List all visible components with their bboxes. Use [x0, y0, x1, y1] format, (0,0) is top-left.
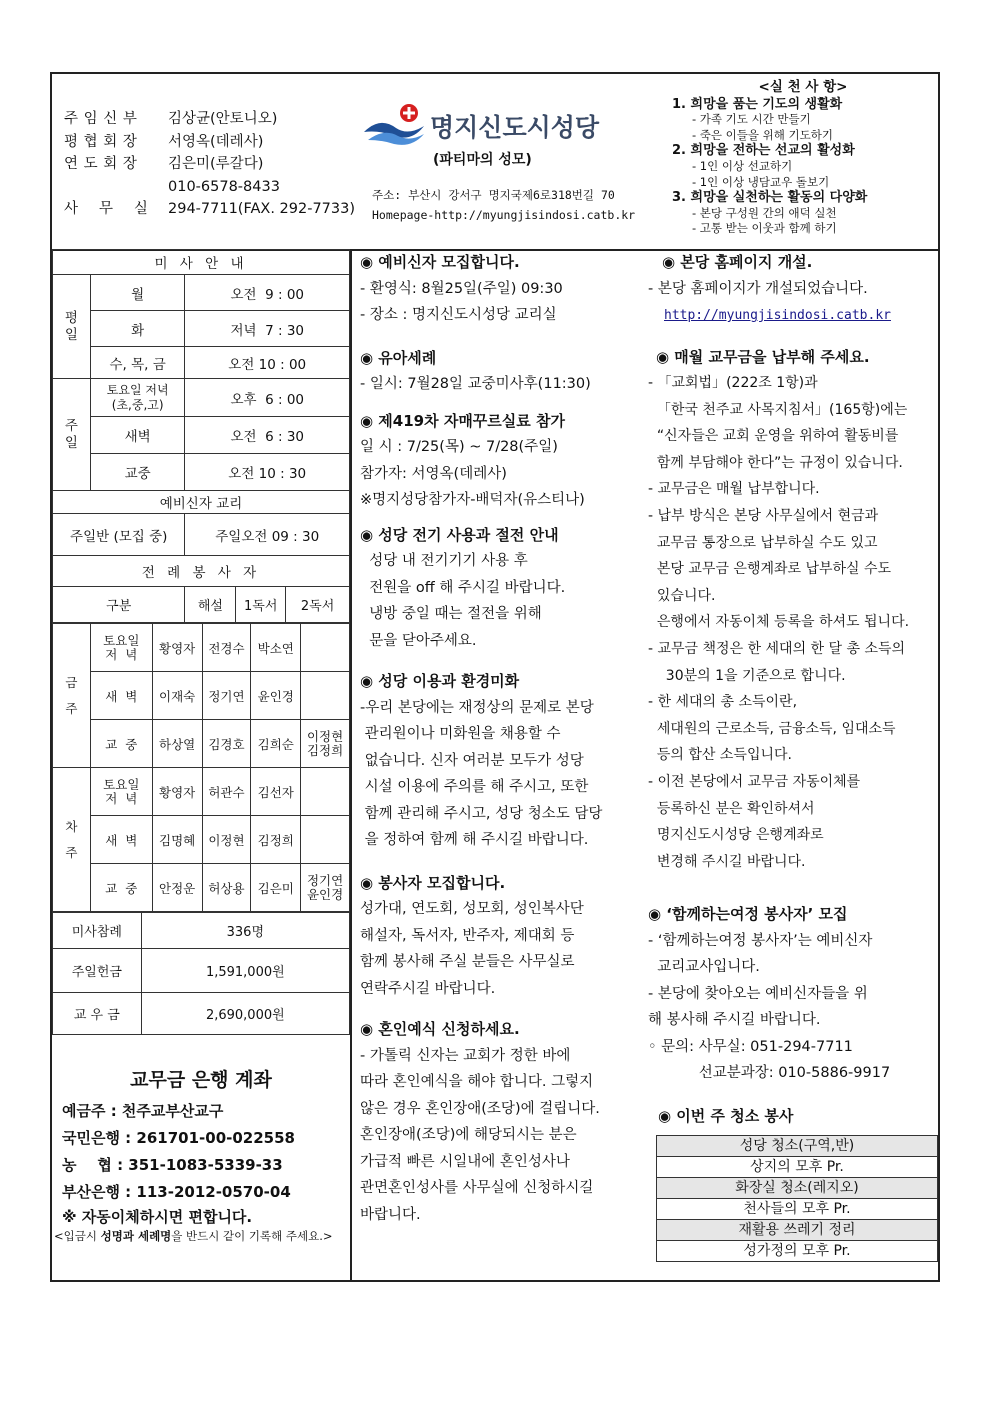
notice-line: 함께 관리해 주시고, 성당 청소도 담당: [360, 805, 603, 822]
left-column: [52, 249, 352, 1280]
church-address: [372, 185, 635, 225]
stat-label: 주일헌금: [53, 949, 142, 993]
staff-list: [64, 108, 355, 221]
minister-name: 윤인경: [251, 672, 301, 720]
notice-line: ※명지성당참가자-배덕자(유스티나): [360, 492, 585, 508]
ministers-title: 전 례 봉 사 자: [53, 556, 350, 587]
bank-line: ※ 자동이체하시면 편합니다.: [62, 1208, 253, 1226]
col-header: 구분: [53, 587, 185, 623]
notice-line: 교무금 통장으로 납부하실 수도 있고: [648, 534, 878, 551]
staff-row: 연 도 회 장 김은미(루갈다): [64, 156, 264, 172]
minister-name: 전경수: [202, 624, 251, 672]
notice-line: - ‘함께하는여정 봉사자’는 예비신자: [648, 932, 873, 949]
staff-row: 평 협 회 장 서영옥(데레사): [64, 133, 264, 150]
notice-line: 있습니다.: [648, 587, 716, 604]
notice-title: ◉ 성당 전기 사용과 절전 안내: [360, 525, 559, 544]
notice-line: 함께 부담해야 한다”는 규정이 있습니다.: [648, 454, 903, 471]
minister-name: 김희순: [251, 720, 301, 768]
notice-title: ◉ 매월 교무금을 납부해 주세요.: [656, 347, 870, 366]
notice-line: 등의 합산 소득입니다.: [648, 747, 792, 764]
col-header: 2독서: [286, 587, 350, 623]
notice-line: 30분의 1을 기준으로 합니다.: [648, 667, 846, 684]
stat-value: 336명: [141, 913, 349, 949]
sunday-label: 주일: [53, 379, 91, 491]
bulletin-header: [52, 74, 938, 251]
cleaning-team: 천사들의 모후 Pr.: [657, 1199, 938, 1220]
address-text: 주소: 부산시 강서구 명지국제6로318번길 70: [372, 188, 615, 202]
notice-title: ◉ 예비신자 모집합니다.: [360, 253, 520, 271]
cleaning-task: 재활용 쓰레기 정리: [657, 1220, 938, 1241]
minister-name: 이재숙: [152, 672, 202, 720]
staff-row: 주 임 신 부 김상균(안토니오): [64, 111, 278, 127]
notice-line: 해설자, 독서자, 반주자, 제대회 등: [360, 927, 575, 944]
offering-name: [301, 768, 350, 816]
notice-line: 성가대, 연도회, 성모회, 성인복사단: [360, 901, 584, 917]
notice-title: ◉ 성당 이용과 환경미화: [360, 672, 520, 690]
notice-title: ◉ 혼인예식 신청하세요.: [360, 1020, 520, 1038]
bank-account-box: [52, 1035, 350, 1280]
practice-sub: - 본당 구성원 간의 애덕 실천: [692, 205, 837, 220]
practice-title: <실 천 사 항>: [758, 79, 848, 95]
offering-name: 정기연 윤인경: [301, 864, 350, 912]
middle-column: [352, 249, 646, 1228]
cleaning-task: 화장실 청소(레지오): [657, 1178, 938, 1199]
ministers-table: [52, 623, 350, 912]
notice-title: ◉ 봉사자 모집합니다.: [360, 873, 506, 892]
notice-line: 바랍니다.: [360, 1206, 421, 1223]
catechumen-class: 주일반 (모집 중): [53, 514, 185, 556]
bulletin-frame: [50, 72, 940, 1282]
notice-line: 은행에서 자동이체 등록을 하셔도 됩니다.: [648, 614, 910, 631]
minister-name: 허상용: [202, 864, 251, 912]
mass-day: 토요일 저녁 (초,중,고): [90, 379, 185, 417]
mass-day: 수, 목, 금: [90, 347, 185, 379]
minister-name: 황영자: [152, 624, 202, 672]
catechumen-title: 예비신자 교리: [53, 491, 350, 514]
notice-line: - 이전 본당에서 교무금 자동이체를: [648, 773, 861, 790]
bank-title: 교무금 은행 계좌: [130, 1069, 272, 1091]
homepage-text[interactable]: Homepage-http://myungjisindosi.catb.kr: [372, 208, 636, 222]
church-name: 명지신도시성당: [430, 113, 600, 142]
minister-name: 김선자: [251, 768, 301, 816]
stats-table: [52, 912, 350, 1035]
notice-line: 등록하신 분은 확인하셔서: [648, 800, 815, 817]
notice-line: - 한 세대의 총 소득이란,: [648, 694, 798, 711]
notice-line: 관면혼인성사를 사무실에 신청하시길: [360, 1180, 594, 1196]
church-emblem-icon: [362, 102, 430, 150]
notice-line: 관리원이나 미화원을 채용할 수: [360, 726, 561, 742]
col-header: 해설: [185, 587, 236, 623]
notice-line: 혼인장애(조당)에 해당되시는 분은: [360, 1127, 577, 1143]
mass-day: 화: [90, 311, 185, 347]
practice-item: 3. 희망을 실천하는 활동의 다양화: [672, 190, 868, 206]
cleaning-team: 성가정의 모후 Pr.: [657, 1241, 938, 1262]
slot-label: 교 중: [90, 720, 152, 768]
notice-line: - 본당에 찾아오는 예비신자들을 위: [648, 985, 868, 1002]
minister-name: 안정운: [152, 864, 202, 912]
col-header: 1독서: [236, 587, 286, 623]
notice-line: 않은 경우 혼인장애(조당)에 걸립니다.: [360, 1100, 600, 1117]
notice-line: -우리 본당에는 재정상의 문제로 본당: [360, 699, 594, 716]
notice-line: - 교무금은 매월 납부합니다.: [648, 481, 820, 498]
notice-title: ◉ ‘함께하는여정 봉사자’ 모집: [648, 905, 848, 924]
notice-line: - 납부 방식은 본당 사무실에서 현금과: [648, 507, 879, 524]
notice-line: 가급적 빠른 시일내에 혼인성사나: [360, 1153, 570, 1170]
notice-line: 선교분과장: 010-5886-9917: [648, 1065, 891, 1082]
notice-title: ◉ 이번 주 청소 봉사: [658, 1106, 794, 1125]
this-week-label: 금주: [53, 624, 91, 768]
notice-line: 문을 닫아주세요.: [360, 632, 477, 649]
notice-line: 전원을 off 해 주시길 바랍니다.: [360, 579, 566, 596]
practice-sub: - 고통 받는 이웃과 함께 하기: [692, 221, 837, 236]
notice-line: 명지신도시성당 은행계좌로: [648, 827, 824, 844]
mass-day: 새벽: [90, 417, 185, 454]
notice-line: 참가자: 서영옥(데레사): [360, 465, 507, 482]
notice-line: ◦ 문의: 사무실: 051-294-7711: [648, 1038, 853, 1055]
notice-line: 따라 혼인예식을 해야 합니다. 그렇지: [360, 1074, 594, 1090]
notice-line: 연락주시길 바랍니다.: [360, 980, 496, 997]
slot-label: 토요일 저 녁: [90, 624, 152, 672]
stat-value: 2,690,000원: [141, 993, 349, 1035]
notice-line: “신자들은 교회 운영을 위하여 활동비를: [648, 428, 899, 445]
minister-name: 김정희: [251, 816, 301, 864]
weekday-label: 평일: [53, 275, 91, 379]
offering-name: [301, 672, 350, 720]
notice-line: - 일시: 7월28일 교중미사후(11:30): [360, 376, 591, 392]
minister-name: 허관수: [202, 768, 251, 816]
mass-time: 오전 10 : 00: [185, 347, 350, 379]
mass-time: 오전 10 : 30: [185, 454, 350, 491]
notice-line: - 장소 : 명지신도시성당 교리실: [360, 307, 557, 323]
catechumen-time: 주일오전 09 : 30: [185, 514, 350, 556]
staff-row: 010-6578-8433: [168, 178, 280, 195]
minister-name: 이정현: [202, 816, 251, 864]
slot-label: 교 중: [90, 864, 152, 912]
stat-label: 교 우 금: [53, 993, 142, 1035]
practice-sub: - 죽은 이들을 위해 기도하기: [692, 127, 833, 142]
bank-line: 부산은행 : 113-2012-0570-04: [62, 1183, 291, 1201]
notice-line: 해 봉사해 주시길 바랍니다.: [648, 1012, 821, 1029]
notice-line: 본당 교무금 은행계좌로 납부하실 수도: [648, 561, 892, 578]
slot-label: 새 벽: [90, 672, 152, 720]
notice-line: 성당 내 전기기기 사용 후: [360, 553, 528, 569]
notice-line: 을 정하여 함께 해 주시길 바랍니다.: [360, 832, 589, 848]
cleaning-table: [656, 1135, 938, 1262]
notice-line: - 환영식: 8월25일(주일) 09:30: [360, 280, 563, 297]
mass-time: 오전 9 : 00: [185, 275, 350, 311]
practice-item: 1. 희망을 품는 기도의 생활화: [672, 96, 843, 112]
mass-time: 오전 6 : 30: [185, 417, 350, 454]
notice-title: ◉ 유아세례: [360, 348, 437, 367]
minister-name: 박소연: [251, 624, 301, 672]
slot-label: 새 벽: [90, 816, 152, 864]
offering-name: [301, 624, 350, 672]
notice-line: 교리교사입니다.: [648, 959, 760, 976]
practice-sub: - 1인 이상 선교하기: [692, 158, 793, 173]
mass-time: 오후 6 : 00: [185, 379, 350, 417]
practice-sub: - 가족 기도 시간 만들기: [692, 112, 811, 127]
notice-line: 없습니다. 신자 여러분 모두가 성당: [360, 752, 584, 769]
notice-line: 함께 봉사해 주실 분들은 사무실로: [360, 954, 575, 970]
practice-sub: - 1인 이상 냉담교우 돌보기: [692, 174, 830, 189]
minister-name: 김은미: [251, 864, 301, 912]
next-week-label: 차주: [53, 768, 91, 912]
mass-schedule-table: [52, 249, 350, 623]
staff-row: 사 무 실 294-7711(FAX. 292-7733): [64, 201, 356, 217]
notice-line: - 가톨릭 신자는 교회가 정한 바에: [360, 1047, 571, 1064]
bank-line: 국민은행 : 261701-00-022558: [62, 1129, 295, 1147]
bank-line: 농 협 : 351-1083-5339-33: [62, 1156, 283, 1174]
practice-box: [672, 80, 934, 237]
notice-title: ◉ 본당 홈페이지 개설.: [662, 253, 813, 271]
slot-label: 토요일 저 녁: [90, 768, 152, 816]
notice-line: 일 시 : 7/25(목) ~ 7/28(주일): [360, 439, 558, 455]
minister-name: 정기연: [202, 672, 251, 720]
homepage-link[interactable]: http://myungjisindosi.catb.kr: [664, 308, 891, 323]
mass-title: 미 사 안 내: [53, 250, 350, 275]
notice-line: - 교무금 책정은 한 세대의 한 달 총 소득의: [648, 640, 906, 657]
offering-name: 이정현 김정희: [301, 720, 350, 768]
stat-label: 미사참례: [53, 913, 142, 949]
minister-name: 황영자: [152, 768, 202, 816]
notice-title: ◉ 제419차 자매꾸르실료 참가: [360, 411, 565, 430]
minister-name: 김경호: [202, 720, 251, 768]
notice-line: 시설 이용에 주의를 해 주시고, 또한: [360, 779, 589, 795]
cleaning-team: 상지의 모후 Pr.: [657, 1157, 938, 1178]
mass-day: 교중: [90, 454, 185, 491]
minister-name: 하상열: [152, 720, 202, 768]
practice-item: 2. 희망을 전하는 선교의 활성화: [672, 143, 855, 159]
notice-line: 냉방 중일 때는 절전을 위해: [360, 606, 542, 622]
stat-value: 1,591,000원: [141, 949, 349, 993]
right-column: [646, 249, 938, 1262]
notice-line: - 본당 홈페이지가 개설되었습니다.: [648, 280, 868, 297]
cleaning-task: 성당 청소(구역,반): [657, 1136, 938, 1157]
bank-note: <입금시 성명과 세례명을 반드시 같이 기록해 주세요.>: [54, 1229, 333, 1243]
church-subtitle: (파티마의 성모): [433, 152, 532, 168]
offering-name: [301, 816, 350, 864]
notice-line: 세대원의 근로소득, 금융소득, 임대소득: [648, 720, 896, 737]
mass-time: 저녁 7 : 30: [185, 311, 350, 347]
mass-day: 월: [90, 275, 185, 311]
notice-line: 변경해 주시길 바랍니다.: [648, 853, 806, 870]
bank-line: 예금주 : 천주교부산교구: [62, 1102, 224, 1120]
minister-name: 김명혜: [152, 816, 202, 864]
notice-line: - 「교회법」(222조 1항)과: [648, 375, 818, 391]
notice-line: 「한국 천주교 사목지침서」(165항)에는: [648, 401, 908, 418]
